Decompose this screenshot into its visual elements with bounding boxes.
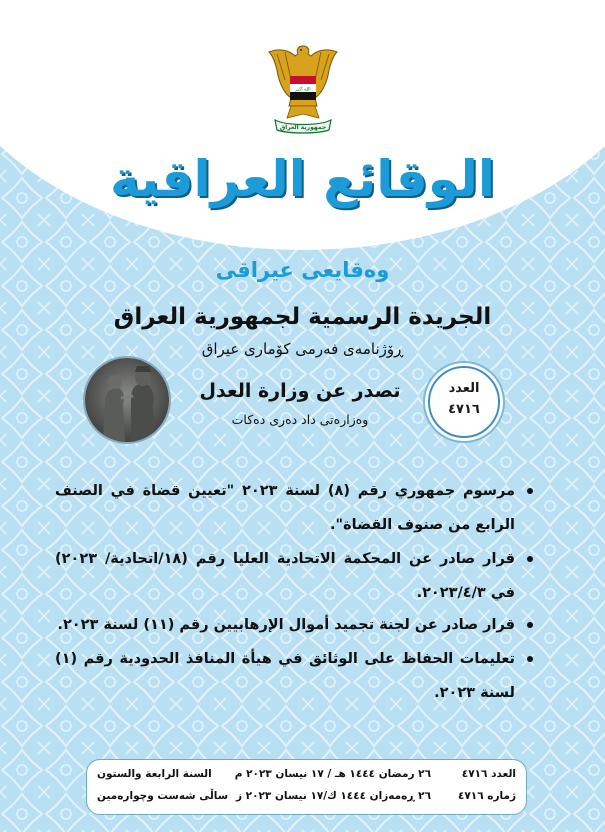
contents-item: قرار صادر عن المحكمة الاتحادية العليا رقم (١٨/اتحادية/ ٢٠٢٣) في ٢٠٢٣/٤/٣. (55, 542, 515, 610)
footer-issue-arabic: العدد ٤٧١٦ (461, 768, 516, 780)
gazette-title-kurdish: وەقايعی عيراقی (215, 258, 390, 282)
issue-number-seal (428, 366, 500, 438)
footer-year-arabic: السنة الرابعة والستون (97, 768, 212, 780)
footer-year-kurdish: ساڵی شەست وچوارەمین (97, 790, 229, 802)
gazette-subtitle-kurdish: ڕۆژنامەی فەرمی کۆماری عیراق (201, 340, 404, 358)
gazette-subtitle-arabic: الجريدة الرسمية لجمهورية العراق (113, 304, 492, 330)
footer-row-kurdish (97, 790, 516, 810)
contents-item: تعليمات الحفاظ على الوثائق في هيأة المنافذ الحدودية رقم (١) لسنة ٢٠٢٣. (55, 642, 515, 710)
footer-issue-kurdish: ژمارە ٤٧١٦ (457, 790, 516, 802)
bullet-icon (527, 656, 533, 662)
publisher-kurdish: وەزارەتی داد دەری دەكات (231, 412, 369, 427)
footer-date-arabic: ٢٦ رمضان ١٤٤٤ هـ / ١٧ نيسان ٢٠٢٣ م (234, 768, 431, 780)
svg-text:الله أكبر: الله أكبر (295, 87, 311, 93)
bullet-icon (527, 622, 533, 628)
gazette-title-arabic: الوقائع العراقية (110, 150, 495, 208)
bullet-icon (527, 556, 533, 562)
issue-footer (86, 759, 527, 815)
issue-label: العدد (448, 381, 480, 396)
footer-row-arabic (97, 768, 516, 788)
iraq-eagle-emblem-icon (265, 40, 341, 136)
footer-date-kurdish: ٢٦ ڕەمەزان ١٤٤٤ ك/١٧ نیسان ٢٠٢٣ ز (235, 790, 431, 802)
publisher-arabic: تصدر عن وزارة العدل (199, 380, 401, 402)
issue-number: ٤٧١٦ (448, 402, 480, 417)
svg-text:جمهورية العراق: جمهورية العراق (279, 124, 327, 131)
hammurabi-stele-photo (83, 356, 171, 444)
contents-item: مرسوم جمهوري رقم (٨) لسنة ٢٠٢٣ "تعيين قضاة في الصنف الرابع من صنوف القضاة". (55, 474, 515, 542)
contents-item: قرار صادر عن لجنة تجميد أموال الإرهابيين رقم (١١) لسنة ٢٠٢٣. (55, 608, 515, 642)
bullet-icon (527, 488, 533, 494)
